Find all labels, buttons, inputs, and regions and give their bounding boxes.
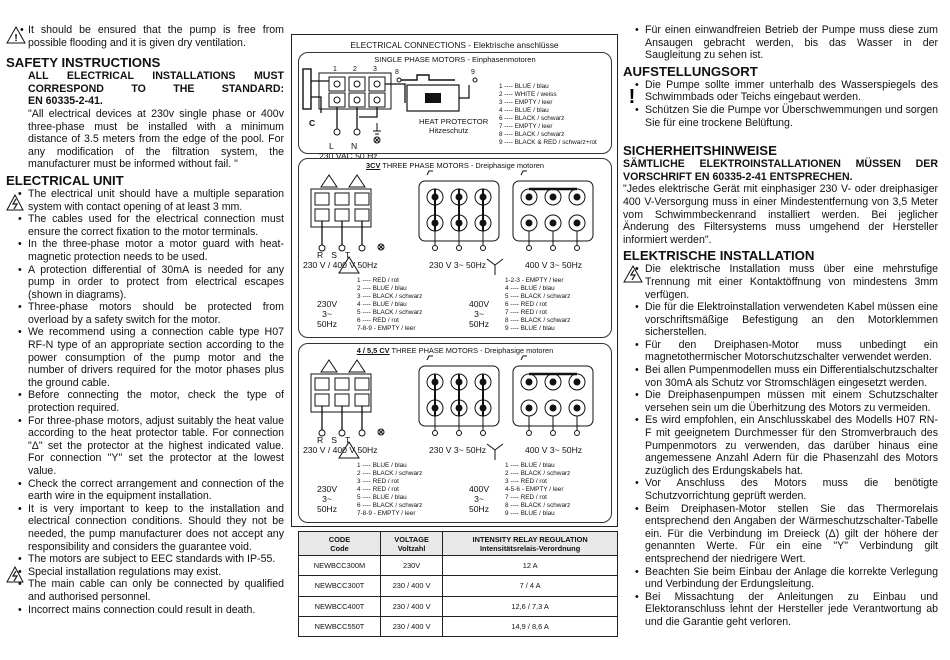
list-item-text: Beim Dreiphasen-Motor stellen Sie das Thermorelais entsprechend den Angaben der Wärmeschutzschalter-Tabelle ein. Für die Verbindung im Dreieck (Δ) gilt der höhere der genannten Werte. Für ein eine "Y" Verbindung gilt entsprechend der niedrigere Wert. [645, 502, 938, 565]
bullet-dot: • [635, 502, 639, 515]
list-item [623, 104, 938, 129]
list-item-text: The electrical unit should have a multiple separation system with contact opening of at least 3 mm. [28, 187, 284, 213]
table-cell: NEWBCC300T [299, 576, 381, 596]
list-item-text: It is very important to keep to the installation and electrical connection conditions. Should they not be needed, the pump manufacturer does not accept any responsibility and considers the guarantee void. [28, 502, 284, 553]
table-cell: NEWBCC300M [299, 556, 381, 576]
table-cell: 12,6 / 7,3 A [443, 596, 618, 616]
list-item-text: Für den Dreiphasen-Motor muss unbedingt ein magnetothermischer Motorschutzschalter verwendet werden. [645, 338, 938, 364]
legend-entry: 9 ---- BLACK & RED / schwarz+rot [499, 139, 597, 146]
list-item-text: We recommend using a connection cable type H07 RF-N type of an appropriate section according to the power consumption of the pump motor and the number of drivers required for the motor phases plus the ground cable. [28, 326, 284, 389]
table-row [299, 576, 618, 596]
list-item [6, 238, 284, 263]
bullet-dot: • [18, 389, 22, 402]
legend-entry: 7 ---- RED / rot [505, 309, 547, 316]
english-column [6, 0, 284, 616]
bullet-dot: • [18, 326, 22, 339]
voltage-230-400-label: 230 V / 400 V 50Hz [303, 260, 378, 270]
bullet-dot: • [18, 301, 22, 314]
bullet-dot: • [635, 24, 639, 36]
voltage-230-400-label-2: 230 V / 400 V 50Hz [303, 445, 378, 455]
legend-entry: 3 ---- RED / rot [357, 478, 399, 485]
table-cell: 7 / 4 A [443, 576, 618, 596]
safety-standard-1: ALL ELECTRICAL INSTALLATIONS MUST CORRESPOND TO THE STANDARD: [28, 70, 284, 95]
bullet-dot: • [18, 603, 22, 616]
bullet-dot: • [635, 263, 639, 276]
list-item [623, 24, 938, 62]
list-item-text: The main cable can only be connected by qualified and authorised personnel. [28, 578, 284, 603]
three-phase-4-5cv-legend-star [505, 462, 570, 518]
intro-text: It should be ensured that the pump is free from possible flooding and it is given dry ventilation. [28, 24, 284, 49]
three-phase-panel-3cv [298, 158, 612, 338]
german-intro-list [623, 24, 938, 62]
terminal-9-label: 9 [471, 69, 475, 76]
bullet-dot: • [635, 590, 639, 603]
single-voltage-label: 230 VAC 50 Hz [319, 151, 378, 161]
list-item-text: Before connecting the motor, check the type of protection required. [28, 389, 284, 415]
table-header [299, 532, 618, 556]
list-item [6, 326, 284, 389]
legend-entry: 4 ---- RED / rot [357, 486, 399, 493]
list-item-text: Beachten Sie beim Einbau der Anlage die korrekte Verlegung und Verbindung der Erdungsleitung. [645, 565, 938, 591]
list-item [623, 301, 938, 339]
svg-text:!: ! [628, 85, 636, 108]
bullet-dot: • [18, 502, 22, 515]
legend-entry: 5 ---- BLACK / schwarz [505, 293, 571, 300]
bullet-dot: • [635, 565, 639, 578]
legend-entry: 3 ---- RED / rot [505, 478, 547, 485]
voltage-230-3-label-2: 230 V 3~ 50Hz [429, 445, 487, 455]
sicherheitshinweise-standard: SÄMTLICHE ELEKTROINSTALLATIONEN MÜSSEN DER VORSCHRIFT EN 60335-2-41 ENTSPRECHEN. [623, 158, 938, 183]
list-item [6, 553, 284, 566]
intensity-relay-table [298, 531, 618, 637]
list-item-text: Die Dreiphasenpumpen müssen mit einem Schutzschalter versehen sein um die Überhitzung des Motors zu vermeiden. [645, 389, 938, 414]
table-row [299, 596, 618, 616]
bullet-dot: • [635, 301, 639, 314]
legend-entry: 1 ---- BLUE / blau [357, 462, 407, 469]
voltage-400-3-label: 400 V 3~ 50Hz [525, 260, 583, 270]
list-item [6, 264, 284, 302]
rst-label-2: RST [317, 435, 359, 445]
legend-entry: 7 ---- RED / rot [505, 494, 547, 501]
legend-entry: 2 ---- WHITE / weiss [499, 91, 557, 98]
three-phase-panel-4-5cv [298, 343, 612, 523]
table-cell: 14,9 / 8,6 A [443, 616, 618, 636]
bullet-dot: • [635, 78, 639, 91]
block-230v-1: 230V 3~ 50Hz [317, 299, 338, 329]
sicherheitshinweise-text: "Jedes elektrische Gerät mit einphasiger 230 V- oder dreiphasiger 400 V-Versorgung muss in einer Mindestentfernung von 3,5 Meter vom Schwimmbeckenrand installiert werden. Bei jeglicher Änderung des Filtersystems muss umgehend der Hersteller informiert werden". [623, 183, 938, 246]
legend-entry: 1 ---- BLUE / blau [505, 462, 555, 469]
three-phase-3cv-bold: 3CV [366, 161, 381, 170]
safety-standard-2: EN 60335-2-41. [28, 95, 103, 108]
list-item [623, 414, 938, 477]
table-body [299, 556, 618, 637]
list-item [6, 389, 284, 414]
electrical-unit-heading: ELECTRICAL UNIT [6, 172, 124, 188]
table-header-cell [443, 532, 618, 556]
list-item-text: Die elektrische Installation muss über eine mehrstufige Trennung mit einer Kontaktöffnung von mindestens 3mm verfügen. [645, 263, 938, 301]
three-phase-4-5cv-bold: 4 / 5,5 CV [356, 346, 390, 355]
legend-entry: 4-5-6 - EMPTY / leer [505, 486, 564, 493]
safety-heading: SAFETY INSTRUCTIONS [6, 55, 161, 71]
voltage-400-3-label-2: 400 V 3~ 50Hz [525, 445, 583, 455]
legend-entry: 7-8-9 - EMPTY / leer [357, 510, 416, 517]
legend-entry: 9 ---- BLUE / blau [505, 325, 555, 332]
legend-entry: 6 ---- RED / rot [505, 301, 547, 308]
list-item [6, 301, 284, 326]
legend-entry: 7-8-9 - EMPTY / leer [357, 325, 416, 332]
terminal-3-label: 3 [373, 66, 377, 73]
list-item-text: Die Pumpe sollte immer unterhalb des Wasserspiegels des Schwimmbads oder Teichs eingebaut werden. [645, 78, 938, 104]
bullet-dot: • [635, 103, 639, 116]
header-secondary: Intensitätsrelais-Verordnung [480, 543, 581, 553]
header-primary: CODE [328, 534, 351, 544]
list-item-text: Three-phase motors should be protected from overload by a safety switch for the motor. [28, 301, 284, 326]
list-item-text: Es wird empfohlen, ein Anschlusskabel des Modells H07 RN-F mit geeignetem Durchmesser für den Stromverbrauch des Pumpenmotors zu verwenden, das darüber hinaus eine angemessene Anzahl Adern für die Phasenzahl des Motors zuzüglich des Erdungskabels hat. [645, 414, 938, 477]
sicherheitshinweise-heading: SICHERHEITSHINWEISE [623, 143, 777, 159]
voltage-230-3-label: 230 V 3~ 50Hz [429, 260, 487, 270]
block-230v-2: 230V 3~ 50Hz [317, 484, 338, 514]
list-item [6, 415, 284, 478]
list-item-text: Bei Missachtung der Anleitungen zu Einbau und Elektoranschluss lehnt der Hersteller jede Verantwortung ab und die Garantie geht verloren. [645, 590, 938, 628]
list-item [6, 213, 284, 238]
list-item [623, 591, 938, 629]
table-cell: 12 A [443, 556, 618, 576]
t-label: T [344, 250, 359, 260]
list-item [623, 503, 938, 566]
single-phase-panel [298, 52, 612, 161]
electrical-connections-diagram [291, 34, 618, 527]
elektrische-installation-list [623, 263, 938, 628]
terminal-1-label: 1 [333, 66, 337, 73]
list-item [6, 566, 284, 579]
list-item [6, 503, 284, 553]
s-label: S [331, 250, 345, 260]
three-phase-3cv-legend-delta [357, 277, 422, 333]
table-cell: NEWBCC400T [299, 596, 381, 616]
list-item [623, 389, 938, 414]
header-primary: INTENSITY RELAY REGULATION [472, 534, 588, 544]
r-label: R [317, 250, 332, 260]
legend-entry: 4 ---- BLUE / blau [499, 107, 549, 114]
legend-entry: 7 ---- EMPTY / leer [499, 123, 553, 130]
bullet-dot: • [18, 578, 22, 591]
header-primary: VOLTAGE [394, 534, 429, 544]
list-item-text: In the three-phase motor a motor guard with heat-magnetic protection needs to be used. [28, 238, 284, 263]
terminal-8-label: 8 [395, 69, 399, 76]
legend-entry: 8 ---- BLACK / schwarz [499, 131, 565, 138]
list-item [623, 339, 938, 364]
list-item-text: Special installation regulations may exist. [28, 565, 222, 578]
list-item-text: A protection differential of 30mA is needed for any pump in order to protect from electrical escapes (shown in diagrams). [28, 263, 284, 301]
bullet-dot: • [635, 389, 639, 402]
aufstellungsort-heading: AUFSTELLUNGSORT [623, 63, 758, 79]
three-phase-3cv-text: THREE PHASE MOTORS - Dreiphasige motoren [380, 161, 544, 170]
l-label: L [329, 141, 334, 151]
safety-text: "All electrical devices at 230v single phase or 400v three-phase must be installed with a minimum distance of 3.5 meters from the edge of the pool. For any modification of the filtration system, the manufacturer must be informed without fail. " [28, 107, 284, 171]
legend-entry: 3 ---- BLACK / schwarz [357, 293, 423, 300]
list-item [623, 263, 938, 301]
bullet-dot: • [635, 364, 639, 377]
heat-protector-de-label: Hitzeschutz [429, 126, 469, 135]
bullet-dot: • [635, 414, 639, 427]
bullet-dot: • [18, 565, 22, 578]
header-secondary: Code [330, 543, 349, 553]
three-phase-4-5cv-legend-delta [357, 462, 422, 518]
list-item-text: Check the correct arrangement and connection of the earth wire in the equipment installation. [28, 477, 284, 503]
svg-text:!: ! [14, 33, 18, 44]
german-column [623, 0, 938, 629]
legend-entry: 1-2-3 - EMPTY / leer [505, 277, 564, 284]
list-item-text: The cables used for the electrical connection must ensure the correct fixation to the motor terminals. [28, 213, 284, 238]
legend-entry: 9 ---- BLUE / blau [505, 510, 555, 517]
bullet-dot: • [635, 477, 639, 490]
table-cell: NEWBCC550T [299, 616, 381, 636]
bullet-dot: • [18, 414, 22, 427]
table-cell: 230 / 400 V [380, 596, 442, 616]
heat-protector-label: HEAT PROTECTOR [419, 117, 489, 126]
legend-entry: 1 ---- RED / rot [357, 277, 399, 284]
list-item [623, 566, 938, 591]
legend-entry: 4 ---- BLUE / blau [505, 285, 555, 292]
list-item-text: Die für die Elektroinstallation verwendeten Kabel müssen eine vorschriftsmäßige Befestigung an den Motorklemmen sicherstellen. [645, 301, 938, 339]
list-item [6, 478, 284, 503]
table-row [299, 556, 618, 576]
bullet-dot: • [635, 338, 639, 351]
n-label: N [351, 141, 358, 151]
legend-entry: 2 ---- BLACK / schwarz [505, 470, 571, 477]
table-cell: 230 / 400 V [380, 616, 442, 636]
intro-note: ! • It should be ensured that the pump is free from possible flooding and it is given dry ventilation. [6, 24, 284, 49]
list-item-text: Schützen Sie die Pumpe vor Überschwemmungen und sorgen Sie für eine trockene Belüftung. [645, 103, 938, 129]
legend-entry: 6 ---- BLACK / schwarz [357, 502, 423, 509]
bullet-dot: • [18, 187, 22, 200]
legend-entry: 4 ---- BLUE / blau [357, 301, 407, 308]
table-row [299, 616, 618, 636]
list-item [6, 604, 284, 617]
three-phase-4-5cv-text: THREE PHASE MOTORS - Dreiphasige motoren [389, 346, 554, 355]
diagram-title: ELECTRICAL CONNECTIONS - Elektrische anschlüsse [350, 40, 559, 50]
capacitor-label: C [309, 118, 316, 128]
list-item [623, 79, 938, 104]
bullet-dot: • [18, 213, 22, 226]
electrical-unit-list [6, 188, 284, 616]
legend-entry: 8 ---- BLACK / schwarz [505, 317, 571, 324]
legend-entry: 6 ---- RED / rot [357, 317, 399, 324]
header-secondary: Voltzahl [397, 543, 426, 553]
block-400v-1: 400V 3~ 50Hz [469, 299, 490, 329]
list-item-text: Bei allen Pumpenmodellen muss ein Differentialschutzschalter von 30mA als Schutz vor Stromschlägen eingesetzt werden. [645, 364, 938, 389]
legend-entry: 5 ---- BLUE / blau [357, 494, 407, 501]
table-cell: 230 / 400 V [380, 576, 442, 596]
terminal-2-label: 2 [353, 66, 357, 73]
list-item [623, 477, 938, 502]
single-phase-legend [499, 83, 597, 147]
single-phase-title: SINGLE PHASE MOTORS - Einphasenmotoren [374, 55, 536, 64]
table-header-cell [380, 532, 442, 556]
legend-entry: 8 ---- BLACK / schwarz [505, 502, 571, 509]
list-item-text: Vor Anschluss des Motors muss die benötigte Schutzvorrichtung geprüft werden. [645, 477, 938, 502]
bullet-dot: • [18, 553, 22, 566]
list-item-text: Incorrect mains connection could result in death. [28, 603, 256, 616]
list-item [623, 364, 938, 389]
list-item-text: Für einen einwandfreien Betrieb der Pumpe muss diese zum Ansaugen gebracht werden, bis das Wasser in der Saugleitung zu sehen ist. [645, 24, 938, 62]
bullet-dot: • [18, 238, 22, 251]
rst-label-1 [317, 250, 358, 260]
table-header-cell [299, 532, 381, 556]
list-item-text: For three-phase motors, adjust suitably the heat value according to the heat protector table. For connection "Δ" set the protector at the highest indicated value. For connection "Υ" set the protector at the lowest value. [28, 414, 284, 477]
legend-entry: 2 ---- BLACK / schwarz [357, 470, 423, 477]
bullet-dot: • [18, 477, 22, 490]
legend-entry: 5 ---- BLACK / schwarz [357, 309, 423, 316]
list-item [6, 188, 284, 213]
bullet-dot: • [18, 263, 22, 276]
list-item [6, 578, 284, 603]
aufstellungsort-list [623, 79, 938, 129]
block-400v-2: 400V 3~ 50Hz [469, 484, 490, 514]
legend-entry: 1 ---- BLUE / blau [499, 83, 549, 90]
legend-entry: 2 ---- BLUE / blau [357, 285, 407, 292]
three-phase-3cv-legend-star [505, 277, 570, 333]
list-item-text: The motors are subject to EEC standards with IP-55. [28, 553, 276, 566]
elektrische-installation-heading: ELEKTRISCHE INSTALLATION [623, 248, 815, 264]
table-cell: 230V [380, 556, 442, 576]
legend-entry: 3 ---- EMPTY / leer [499, 99, 553, 106]
legend-entry: 6 ---- BLACK / schwarz [499, 115, 565, 122]
